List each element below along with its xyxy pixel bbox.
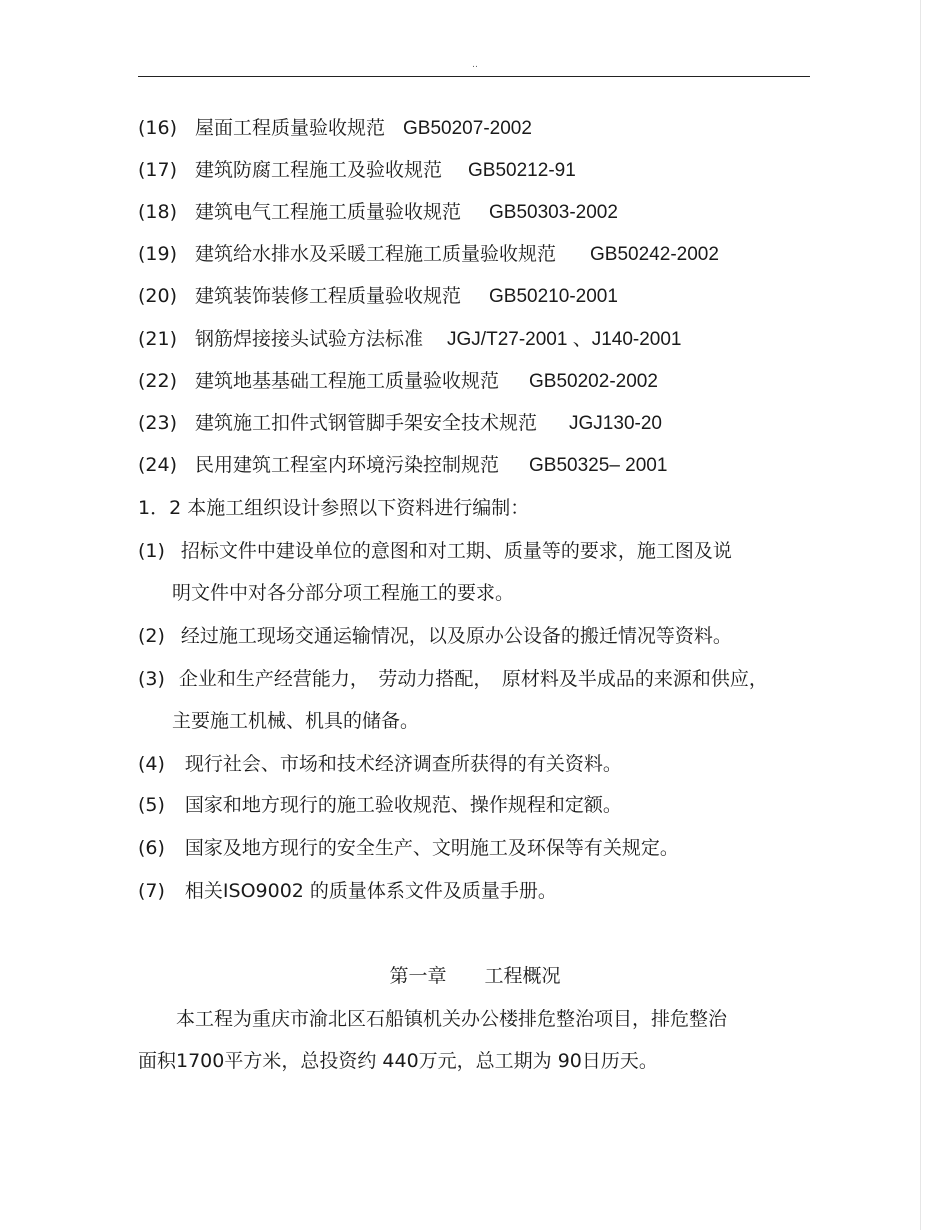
reference-item (138, 539, 732, 563)
chapter-heading (0, 964, 950, 988)
item-number: (22) (138, 370, 178, 392)
reference-text: 企业和生产经营能力， 劳动力搭配， 原材料及半成品的来源和供应， (178, 668, 768, 690)
reference-continuation: 明文件中对各分部分项工程施工的要求。 (172, 582, 515, 604)
item-number: (7) (138, 880, 165, 902)
item-number: (1) (138, 540, 165, 562)
chapter-label: 第一章 (389, 965, 447, 987)
standard-name: 民用建筑工程室内环境污染控制规范 (195, 454, 500, 476)
standard-name: 建筑装饰装修工程质量验收规范 (195, 285, 462, 307)
standard-item (138, 158, 576, 183)
reference-text: 经过施工现场交通运输情况，以及原办公设备的搬迁情况等资料。 (180, 625, 732, 647)
standard-code: GB50207-2002 (403, 118, 532, 139)
item-number: (23) (138, 412, 178, 434)
standard-item (138, 369, 658, 394)
standard-name: 钢筋焊接接头试验方法标准 (195, 328, 424, 350)
standard-item (138, 284, 618, 309)
standard-code: GB50242-2002 (590, 244, 719, 265)
item-number: (2) (138, 625, 165, 647)
standard-name: 屋面工程质量验收规范 (195, 117, 386, 139)
item-number: (4) (138, 753, 165, 775)
item-number: (17) (138, 159, 178, 181)
standard-item (138, 200, 618, 225)
standard-name: 建筑给水排水及采暖工程施工质量验收规范 (195, 243, 557, 265)
item-number: (24) (138, 454, 178, 476)
reference-text: 相关ISO9002 的质量体系文件及质量手册。 (184, 880, 557, 902)
chapter-paragraph-line: 本工程为重庆市渝北区石船镇机关办公楼排危整治项目，排危整治 (176, 1008, 728, 1030)
standard-name: 建筑施工扣件式钢管脚手架安全技术规范 (195, 412, 538, 434)
item-number: (21) (138, 328, 178, 350)
reference-item (138, 793, 622, 817)
item-number: (5) (138, 794, 165, 816)
reference-item (138, 752, 622, 776)
reference-item (138, 836, 679, 860)
item-number: (6) (138, 837, 165, 859)
header-rule (138, 76, 810, 77)
standard-item (138, 411, 662, 436)
chapter-paragraph-line: 面积1700平方米，总投资约 440万元，总工期为 90日历天。 (138, 1050, 658, 1072)
item-number: (20) (138, 285, 178, 307)
standard-code: GB50212-91 (468, 160, 576, 181)
standard-name: 建筑电气工程施工质量验收规范 (195, 201, 462, 223)
standard-item (138, 327, 682, 352)
reference-text: 现行社会、市场和技术经济调查所获得的有关资料。 (184, 753, 622, 775)
reference-text: 国家及地方现行的安全生产、文明施工及环保等有关规定。 (184, 837, 679, 859)
item-number: (16) (138, 117, 178, 139)
standard-name: 建筑地基基础工程施工质量验收规范 (195, 370, 500, 392)
standard-name: 建筑防腐工程施工及验收规范 (195, 159, 443, 181)
page-edge (920, 0, 921, 1230)
standard-code: GB50303-2002 (489, 202, 618, 223)
item-number: (3) (138, 668, 165, 690)
reference-item (138, 667, 768, 691)
reference-text: 招标文件中建设单位的意图和对工期、质量等的要求，施工图及说 (180, 540, 732, 562)
standard-code: GB50210-2001 (489, 286, 618, 307)
header-mark: .. (472, 60, 478, 70)
section-heading: 1．2 本施工组织设计参照以下资料进行编制： (138, 497, 530, 519)
item-number: (18) (138, 201, 178, 223)
reference-continuation: 主要施工机械、机具的储备。 (172, 710, 420, 732)
standard-code: JGJ/T27-2001 、J140-2001 (447, 329, 682, 350)
chapter-title: 工程概况 (484, 965, 561, 987)
reference-item (138, 879, 557, 903)
standard-item (138, 116, 532, 141)
reference-text: 国家和地方现行的施工验收规范、操作规程和定额。 (184, 794, 622, 816)
item-number: (19) (138, 243, 178, 265)
reference-item (138, 624, 732, 648)
standard-code: GB50325– 2001 (529, 455, 668, 476)
standard-item (138, 453, 667, 478)
standard-code: JGJ130-20 (569, 413, 662, 434)
standard-code: GB50202-2002 (529, 371, 658, 392)
standard-item (138, 242, 719, 267)
